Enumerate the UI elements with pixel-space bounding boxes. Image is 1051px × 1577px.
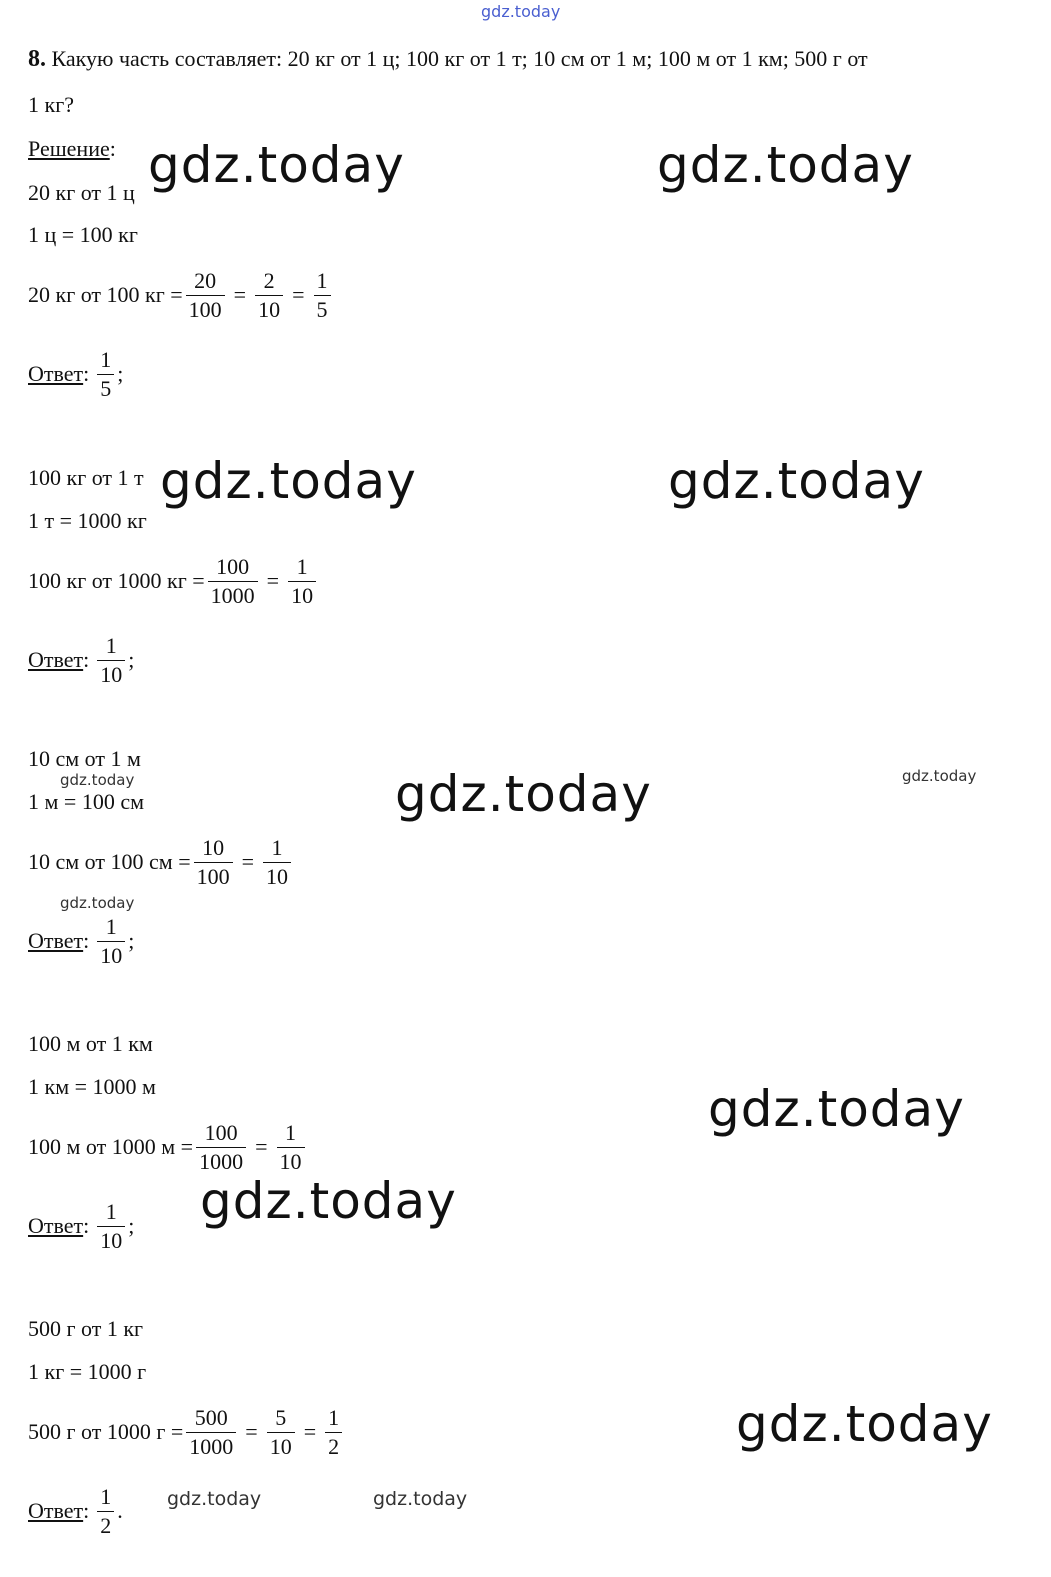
watermark: gdz.today [167, 1488, 262, 1510]
watermark: gdz.today [708, 1080, 965, 1138]
answer-label: Ответ [28, 361, 84, 386]
watermark: gdz.today [395, 765, 652, 823]
top-watermark: gdz.today [481, 2, 561, 21]
watermark: gdz.today [736, 1395, 993, 1453]
answer-label: Ответ [28, 1213, 84, 1238]
fraction: $\frac{20}{100}$ [186, 268, 225, 323]
problem-statement [28, 46, 868, 72]
fraction: $\frac{100}{1000}$ [208, 554, 258, 609]
watermark: gdz.today [148, 136, 405, 194]
section-equation: 100 м от 1000 м = $\frac{100}{1000}$ = $\frac{1}{10}$ [28, 1117, 308, 1177]
fraction: $\frac{1}{10}$ [277, 1120, 305, 1175]
watermark: gdz.today [657, 136, 914, 194]
fraction: $\frac{10}{100}$ [194, 835, 233, 890]
watermark: gdz.today [373, 1488, 468, 1510]
section-equation: 500 г от 1000 г = $\frac{500}{1000}$ = $\frac{5}{10}$ = $\frac{1}{2}$ [28, 1402, 345, 1462]
section-title: 10 см от 1 м [28, 746, 141, 771]
equation-prefix: 100 кг от 1000 кг = [28, 568, 205, 593]
section-conversion: 1 кг = 1000 г [28, 1359, 147, 1384]
section-answer: Ответ : $\frac{1}{10}$ ; [28, 1198, 135, 1253]
section-conversion: 1 м = 100 см [28, 789, 145, 814]
section-answer: Ответ : $\frac{1}{5}$ ; [28, 346, 124, 401]
section-conversion: 1 км = 1000 м [28, 1074, 156, 1099]
fraction: $\frac{1}{10}$ [263, 835, 291, 890]
fraction: $\frac{2}{10}$ [255, 268, 283, 323]
section-answer: Ответ : $\frac{1}{10}$ ; [28, 632, 135, 687]
section-title: 20 кг от 1 ц [28, 180, 135, 205]
answer-label: Ответ [28, 647, 84, 672]
watermark: gdz.today [60, 894, 135, 912]
solution-heading: Решение: [28, 136, 116, 161]
answer-fraction: $\frac{1}{10}$ [97, 914, 125, 969]
section-title: 500 г от 1 кг [28, 1316, 144, 1341]
watermark: gdz.today [668, 452, 925, 510]
section-equation: 20 кг от 100 кг = $\frac{20}{100}$ = $\frac{2}{10}$ = $\frac{1}{5}$ [28, 265, 334, 325]
section-title: 100 кг от 1 т [28, 465, 144, 490]
fraction: $\frac{500}{1000}$ [186, 1405, 236, 1460]
solution-label: Решение [28, 136, 110, 161]
fraction: $\frac{1}{2}$ [325, 1405, 342, 1460]
fraction: $\frac{1}{5}$ [314, 268, 331, 323]
answer-label: Ответ [28, 1498, 84, 1523]
section-answer: Ответ : $\frac{1}{10}$ ; [28, 913, 135, 968]
section-answer: Ответ : $\frac{1}{2}$ . [28, 1483, 123, 1538]
watermark: gdz.today [160, 452, 417, 510]
watermark: gdz.today [902, 767, 977, 785]
fraction: $\frac{5}{10}$ [267, 1405, 295, 1460]
equation-prefix: 20 кг от 100 кг = [28, 282, 183, 307]
equation-prefix: 500 г от 1000 г = [28, 1419, 184, 1444]
answer-fraction: $\frac{1}{10}$ [97, 633, 125, 688]
problem-text-line1: Какую часть составляет: 20 кг от 1 ц; 100 кг от 1 т; 10 см от 1 м; 100 м от 1 км; 500 г от [51, 46, 868, 71]
section-equation: 100 кг от 1000 кг = $\frac{100}{1000}$ = $\frac{1}{10}$ [28, 551, 319, 611]
watermark: gdz.today [200, 1172, 457, 1230]
problem-text-line2: 1 кг? [28, 92, 74, 117]
answer-fraction: $\frac{1}{2}$ [97, 1484, 114, 1539]
section-title: 100 м от 1 км [28, 1031, 153, 1056]
section-conversion: 1 т = 1000 кг [28, 508, 147, 533]
equation-prefix: 100 м от 1000 м = [28, 1134, 194, 1159]
answer-label: Ответ [28, 928, 84, 953]
fraction: $\frac{1}{10}$ [288, 554, 316, 609]
section-conversion: 1 ц = 100 кг [28, 222, 138, 247]
watermark: gdz.today [60, 771, 135, 789]
answer-fraction: $\frac{1}{5}$ [97, 347, 114, 402]
answer-fraction: $\frac{1}{10}$ [97, 1199, 125, 1254]
fraction: $\frac{100}{1000}$ [196, 1120, 246, 1175]
section-equation: 10 см от 100 см = $\frac{10}{100}$ = $\frac{1}{10}$ [28, 832, 294, 892]
problem-number: 8. [28, 46, 46, 72]
equation-prefix: 10 см от 100 см = [28, 849, 191, 874]
